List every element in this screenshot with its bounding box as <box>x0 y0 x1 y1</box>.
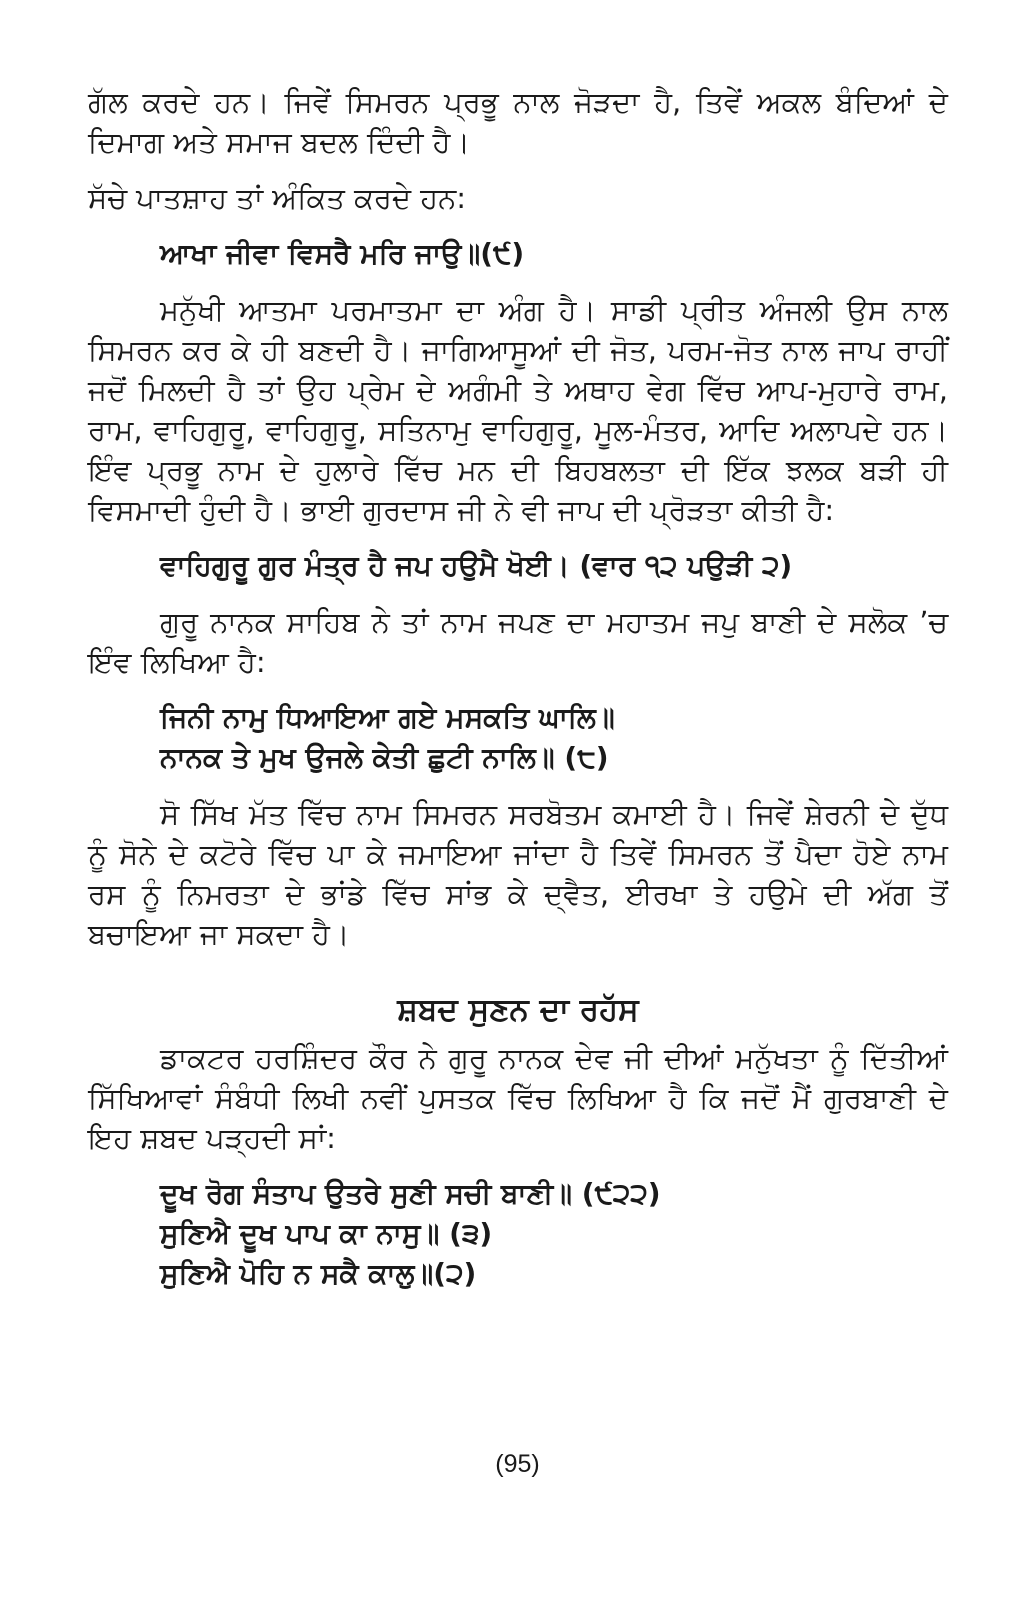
quote-3-line-2: ਨਾਨਕ ਤੇ ਮੁਖ ਉਜਲੇ ਕੇਤੀ ਛੁਟੀ ਨਾਲਿ॥ (੮) <box>160 741 609 774</box>
quote-2: ਵਾਹਿਗੁਰੂ ਗੁਰ ਮੰਤ੍ਰ ਹੈ ਜਪ ਹਉਮੈ ਖੋਈ। (ਵਾਰ ੧੨ ਪਉੜੀ ੨) <box>160 549 793 582</box>
quote-4-line-2: ਸੁਣਿਐ ਦੂਖ ਪਾਪ ਕਾ ਨਾਸੁ॥ (੩) <box>160 1217 493 1250</box>
paragraph-5: ਸੋ ਸਿੱਖ ਮੱਤ ਵਿੱਚ ਨਾਮ ਸਿਮਰਨ ਸਰਬੋਤਮ ਕਮਾਈ ਹੈ। ਜਿਵੇਂ ਸ਼ੇਰਨੀ ਦੇ ਦੁੱਧ ਨੂੰ ਸੋਨੇ ਦੇ ਕਟੋਰੇ ਵਿੱਚ ਪਾ ਕੇ ਜਮਾਇਆ ਜਾਂਦਾ ਹੈ ਤਿਵੇਂ ਸਿਮਰਨ ਤੋਂ ਪੈਦਾ ਹੋਏ ਨਾਮ ਰਸ ਨੂੰ ਨਿਮਰਤਾ ਦੇ ਭਾਂਡੇ ਵਿੱਚ ਸਾਂਭ ਕੇ ਦ੍ਵੈਤ, ਈਰਖਾ ਤੇ ਹਉਮੇ ਦੀ ਅੱਗ ਤੋਂ ਬਚਾਇਆ ਜਾ ਸਕਦਾ ਹੈ। <box>88 797 948 951</box>
quote-4-line-3: ਸੁਣਿਐ ਪੋਹਿ ਨ ਸਕੈ ਕਾਲੁ॥(੨) <box>160 1257 477 1290</box>
paragraph-2: ਸੱਚੇ ਪਾਤਸ਼ਾਹ ਤਾਂ ਅੰਕਿਤ ਕਰਦੇ ਹਨ: <box>88 181 466 215</box>
quote-1: ਆਖਾ ਜੀਵਾ ਵਿਸਰੈ ਮਰਿ ਜਾਉ॥(੯) <box>160 237 525 270</box>
quote-4-line-1: ਦੂਖ ਰੋਗ ਸੰਤਾਪ ਉਤਰੇ ਸੁਣੀ ਸਚੀ ਬਾਣੀ॥ (੯੨੨) <box>160 1177 661 1210</box>
paragraph-3: ਮਨੁੱਖੀ ਆਤਮਾ ਪਰਮਾਤਮਾ ਦਾ ਅੰਗ ਹੈ। ਸਾਡੀ ਪ੍ਰੀਤ ਅੰਜਲੀ ਉਸ ਨਾਲ ਸਿਮਰਨ ਕਰ ਕੇ ਹੀ ਬਣਦੀ ਹੈ। ਜਾਗਿਆਸੂਆਂ ਦੀ ਜੋਤ, ਪਰਮ-ਜੋਤ ਨਾਲ ਜਾਪ ਰਾਹੀਂ ਜਦੋਂ ਮਿਲਦੀ ਹੈ ਤਾਂ ਉਹ ਪ੍ਰੇਮ ਦੇ ਅਗੰਮੀ ਤੇ ਅਥਾਹ ਵੇਗ ਵਿੱਚ ਆਪ-ਮੁਹਾਰੇ ਰਾਮ, ਰਾਮ, ਵਾਹਿਗੁਰੂ, ਵਾਹਿਗੁਰੂ, ਸਤਿਨਾਮੁ ਵਾਹਿਗੁਰੂ, ਮੂਲ-ਮੰਤਰ, ਆਦਿ ਅਲਾਪਦੇ ਹਨ। ਇੰਵ ਪ੍ਰਭੂ ਨਾਮ ਦੇ ਹੁਲਾਰੇ ਵਿੱਚ ਮਨ ਦੀ ਬਿਹਬਲਤਾ ਦੀ ਇੱਕ ਝਲਕ ਬੜੀ ਹੀ ਵਿਸਮਾਦੀ ਹੁੰਦੀ ਹੈ। ਭਾਈ ਗੁਰਦਾਸ ਜੀ ਨੇ ਵੀ ਜਾਪ ਦੀ ਪ੍ਰੋੜਤਾ ਕੀਤੀ ਹੈ: <box>88 293 948 527</box>
quote-3-line-1: ਜਿਨੀ ਨਾਮੁ ਧਿਆਇਆ ਗਏ ਮਸਕਤਿ ਘਾਲਿ॥ <box>160 701 615 734</box>
page-number: (95) <box>495 1450 540 1478</box>
paragraph-4: ਗੁਰੂ ਨਾਨਕ ਸਾਹਿਬ ਨੇ ਤਾਂ ਨਾਮ ਜਪਣ ਦਾ ਮਹਾਤਮ ਜਪੁ ਬਾਣੀ ਦੇ ਸਲੋਕ ’ਚ ਇੰਵ ਲਿਖਿਆ ਹੈ: <box>88 605 948 679</box>
paragraph-1: ਗੱਲ ਕਰਦੇ ਹਨ। ਜਿਵੇਂ ਸਿਮਰਨ ਪ੍ਰਭੂ ਨਾਲ ਜੋੜਦਾ ਹੈ, ਤਿਵੇਂ ਅਕਲ ਬੰਦਿਆਂ ਦੇ ਦਿਮਾਗ ਅਤੇ ਸਮਾਜ ਬਦਲ ਦਿੰਦੀ ਹੈ। <box>88 85 948 159</box>
page-body <box>88 82 948 1294</box>
paragraph-6: ਡਾਕਟਰ ਹਰਸ਼ਿੰਦਰ ਕੌਰ ਨੇ ਗੁਰੂ ਨਾਨਕ ਦੇਵ ਜੀ ਦੀਆਂ ਮਨੁੱਖਤਾ ਨੂੰ ਦਿੱਤੀਆਂ ਸਿੱਖਿਆਵਾਂ ਸੰਬੰਧੀ ਲਿਖੀ ਨਵੀਂ ਪੁਸਤਕ ਵਿੱਚ ਲਿਖਿਆ ਹੈ ਕਿ ਜਦੋਂ ਮੈਂ ਗੁਰਬਾਣੀ ਦੇ ਇਹ ਸ਼ਬਦ ਪੜ੍ਹਦੀ ਸਾਂ: <box>88 1041 948 1155</box>
section-heading: ਸ਼ਬਦ ਸੁਣਨ ਦਾ ਰਹੱਸ <box>397 992 639 1028</box>
